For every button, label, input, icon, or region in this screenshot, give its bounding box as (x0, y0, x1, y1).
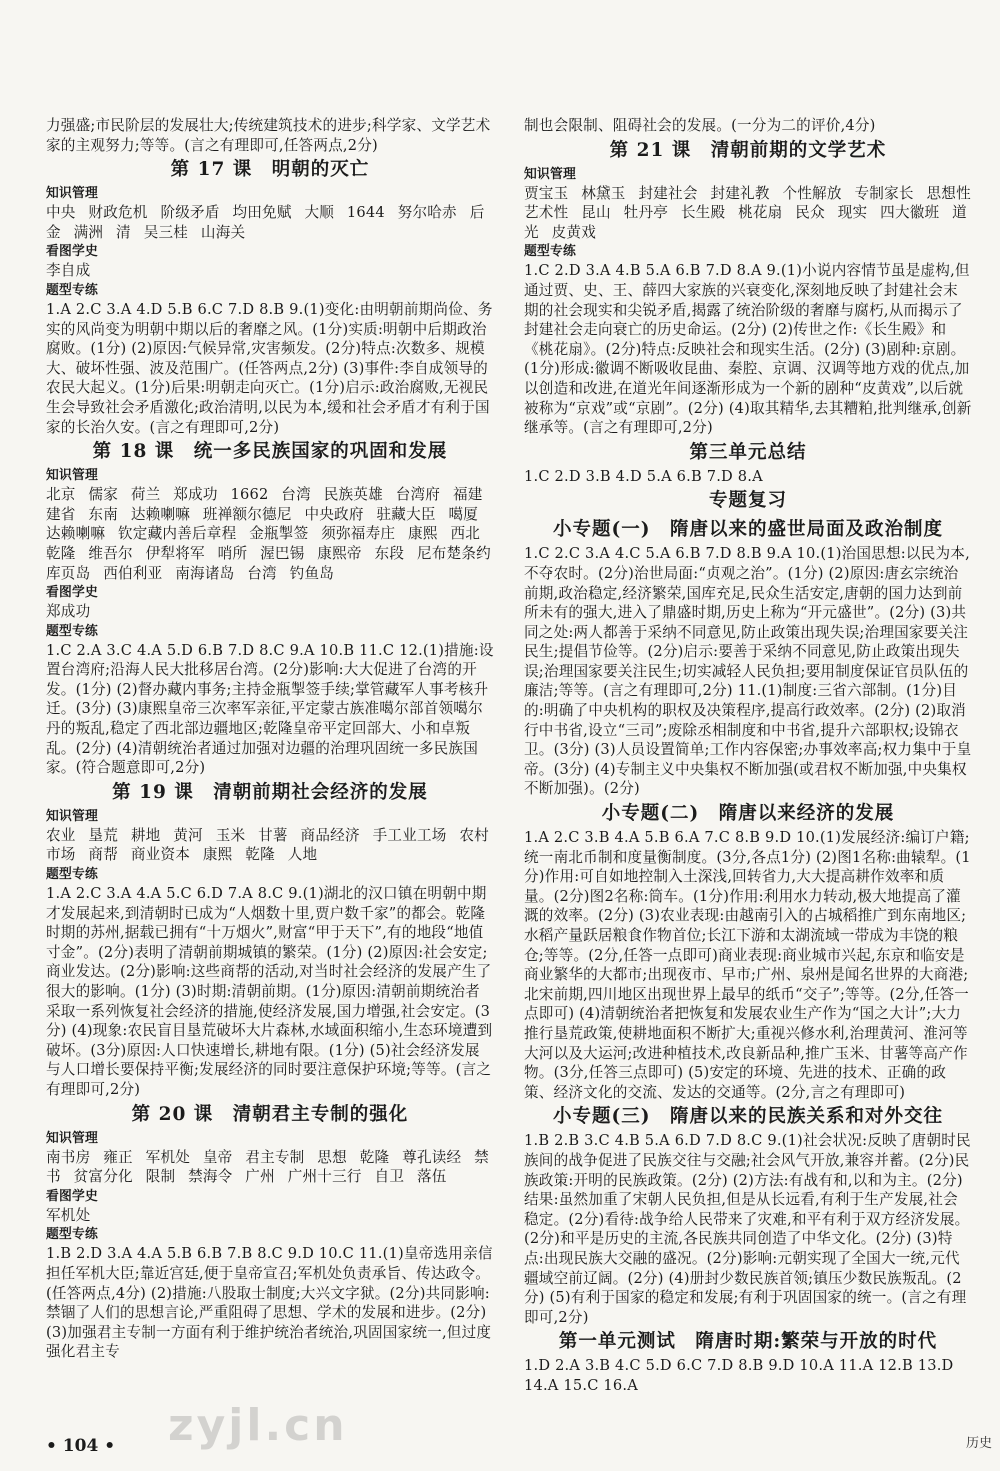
subsection-label: 题型专练 (46, 282, 98, 298)
answer-text: 郑成功 (46, 603, 91, 621)
section-title: 第 17 课 明朝的灭亡 (170, 159, 370, 181)
right-column (524, 116, 984, 1395)
subsection-label: 看图学史 (46, 1188, 98, 1204)
subsection-label: 看图学史 (46, 585, 98, 601)
section-title: 第 19 课 清朝前期社会经济的发展 (112, 781, 428, 803)
section-title: 专题复习 (708, 490, 787, 512)
subsection-label: 题型专练 (46, 1227, 98, 1243)
left-column (46, 116, 504, 1362)
subsection-label: 看图学史 (46, 244, 98, 260)
subsection-label: 题型专练 (524, 244, 576, 260)
section-title: 第一单元测试 隋唐时期:繁荣与开放的时代 (558, 1331, 938, 1353)
section-title: 第三单元总结 (689, 441, 807, 463)
term-list: 南书房 雍正 军机处 皇帝 君主专制 思想 乾隆 尊孔读经 禁书 贫富分化 限制 禁海令 广州 广州十三行 自卫 落伍 (46, 1148, 489, 1186)
answer-text: 军机处 (46, 1206, 91, 1224)
subsection-label: 题型专练 (46, 623, 98, 639)
term-list: 北京 儒家 荷兰 郑成功 1662 台湾 民族英雄 台湾府 福建 建省 东南 达赖喇嘛 班禅额尔德尼 中央政府 驻藏大臣 噶厦 达赖喇嘛 钦定藏内善后章程 金瓶掣签 须弥福寿庄 康熙 西北 乾隆 维吾尔 伊犁将军 哨所 渥巴锡 康熙帝 东段 尼布楚条约 库页岛 西伯利亚 南海诸岛 台湾 钓鱼岛 (46, 486, 504, 582)
subsection-label: 题型专练 (46, 867, 98, 883)
section-title: 小专题(二) 隋唐以来经济的发展 (601, 803, 895, 825)
answer-text: 力强盛;市民阶层的发展壮大;传统建筑技术的进步;科学家、文学艺术家的主观努力;等等。(言之有理即可,任答两点,2分) (46, 117, 491, 154)
answer-text: 1.D 2.A 3.B 4.C 5.D 6.C 7.D 8.B 9.D 10.A 11.A 12.B 13.D 14.A 15.C 16.A (524, 1357, 959, 1394)
answer-text: 1.A 2.C 3.A 4.D 5.B 6.C 7.D 8.B 9.(1)变化:由明朝前期尚俭、务实的风尚变为明朝中期以后的奢靡之风。(1分)实质:明朝中后期政治腐败。(1分) (2)原因:气候异常,灾害频发。(2分)特点:次数多、规模大、破坏性强、波及范围广。(任答两点,2分) (3)事件:李自成领导的农民大起义。(1分)后果:明朝走向灭亡。(1分)启示:政治腐败,无视民生会导致社会矛盾激化;政治清明,以民为本,缓和社会矛盾才有利于国家的长治久安。(言之有理即可,2分) (46, 300, 493, 436)
page-corner-label: 历史 (965, 1436, 992, 1451)
answer-text: 1.C 2.D 3.A 4.B 5.A 6.B 7.D 8.A 9.(1)小说内容情节虽是虚构,但通过贾、史、王、薛四大家族的兴衰变化,深刻地反映了封建社会末期的社会现实和尖锐矛盾,揭露了统治阶级的奢靡与腐朽,从而揭示了封建社会走向衰亡的历史命运。(2分) (2)传世之作:《长生殿》和《桃花扇》。(2分)特点:反映社会和现实生活。(2分) (3)剧种:京剧。(1分)形成:徽调不断吸收昆曲、秦腔、京调、汉调等地方戏的优点,加以创造和改进,在道光年间逐渐形成为一个新的剧种“皮黄戏”,以后就被称为“京戏”或“京剧”。(2分) (4)取其精华,去其糟粕,批判继承,创新继承等。(言之有理即可,2分) (524, 262, 972, 437)
section-title: 第 18 课 统一多民族国家的巩固和发展 (92, 441, 448, 463)
section-title: 第 21 课 清朝前期的文学艺术 (609, 139, 887, 161)
answer-text: 1.A 2.C 3.B 4.A 5.B 6.A 7.C 8.B 9.D 10.(1)发展经济:编订户籍;统一南北币制和度量衡制度。(3分,各点1分) (2)图1名称:曲辕犁。(1分)作用:可自如地控制入土深浅,回转省力,大大提高耕作效率和质量。(2分)图2名称:筒车。(1分)作用:利用水力转动,极大地提高了灌溉的效率。(2分) (3)农业表现:由越南引入的占城稻推广到东南地区;水稻产量跃居粮食作物首位;长江下游和太湖流域一带成为丰饶的粮仓;等等。(2分,任答一点即可)商业表现:商业城市兴起,东京和临安是商业繁华的大都市;出现夜市、早市;广州、泉州是闻名世界的大商港;北宋前期,四川地区出现世界上最早的纸币“交子”;等等。(2分,任答一点即可) (4)清朝统治者把恢复和发展农业生产作为“国之大计”;大力推行垦荒政策,使耕地面积不断扩大;重视兴修水利,治理黄河、淮河等大河以及大运河;改进种植技术,改良新品种,推广玉米、甘薯等高产作物。(3分,任答三点即可) (5)安定的环境、先进的技术、正确的政策、经济文化的交流、发达的交通等。(2分,言之有理即可) (524, 829, 971, 1101)
section-title: 第 20 课 清朝君主专制的强化 (131, 1103, 409, 1125)
answer-text: 制也会限制、阻碍社会的发展。(一分为二的评价,4分) (524, 117, 876, 134)
subsection-label: 知识管理 (524, 166, 576, 182)
answer-text: 1.C 2.A 3.C 4.A 5.D 6.B 7.D 8.C 9.A 10.B 11.C 12.(1)措施:设置台湾府;沿海人民大批移居台湾。(2分)影响:大大促进了台湾的开发。(1分) (2)督办藏内事务;主持金瓶掣签手续;掌管藏军人事考核升迁。(3分) (3)康熙皇帝三次率军亲征,平定蒙古族准噶尔部首领噶尔丹的叛乱,稳定了西北部边疆地区;乾隆皇帝平定回部大、小和卓叛乱。(2分) (4)清朝统治者通过加强对边疆的治理巩固统一多民族国家。(符合题意即可,2分) (46, 641, 494, 777)
term-list: 农业 垦荒 耕地 黄河 玉米 甘薯 商品经济 手工业工场 农村 市场 商帮 商业资本 康熙 乾隆 人地 (46, 826, 502, 864)
subsection-label: 知识管理 (46, 468, 98, 484)
watermark: zyjl.cn (168, 1400, 348, 1451)
section-title: 小专题(三) 隋唐以来的民族关系和对外交往 (552, 1106, 943, 1128)
term-list: 中央 财政危机 阶级矛盾 均田免赋 大顺 1644 努尔哈赤 后金 满洲 清 吴三桂 山海关 (46, 204, 485, 241)
subsection-label: 知识管理 (46, 808, 98, 824)
term-list: 贾宝玉 林黛玉 封建社会 封建礼教 个性解放 专制家长 思想性 艺术性 昆山 牡丹亭 长生殿 桃花扇 民众 现实 四大徽班 道光 皮黄戏 (524, 184, 984, 241)
page-number: • 104 • (46, 1436, 116, 1456)
section-title: 小专题(一) 隋唐以来的盛世局面及政治制度 (552, 519, 943, 541)
answer-text: 1.B 2.D 3.A 4.A 5.B 6.B 7.B 8.C 9.D 10.C 11.(1)皇帝选用亲信担任军机大臣;靠近宫廷,便于皇帝宣召;军机处负责承旨、传达政令。(任答两点,4分) (2)措施:八股取士制度;大兴文字狱。(2分)共同影响:禁锢了人们的思想言论,严重阻碍了思想、学术的发展和进步。(2分) (3)加强君主专制一方面有利于维护统治者统治,巩固国家统一,但过度强化君主专 (46, 1245, 493, 1361)
answer-text: 1.B 2.B 3.C 4.B 5.A 6.D 7.D 8.C 9.(1)社会状况:反映了唐朝时民族间的战争促进了民族交往与交融;社会风气开放,兼容并蓄。(2分)民族政策:开明的民族政策。(2分) (2)方法:有战有和,以和为主。(2分)结果:虽然加重了宋朝人民负担,但是从长远看,有利于生产发展,社会稳定。(2分)看待:战争给人民带来了灾难,和平有利于双方经济发展。(2分)和平是历史的主流,各民族共同创造了中华文化。(2分) (3)特点:出现民族大交融的盛况。(2分)影响:元朝实现了全国大一统,元代疆域空前辽阔。(2分) (4)册封少数民族首领;镇压少数民族叛乱。(2分) (5)有利于国家的稳定和发展;有利于巩固国家的统一。(言之有理即可,2分) (524, 1132, 971, 1326)
answer-text: 1.A 2.C 3.A 4.A 5.C 6.D 7.A 8.C 9.(1)湖北的汉口镇在明朝中期才发展起来,到清朝时已成为“人烟数十里,贾户数千家”的都会。乾隆时期的苏州,据载已拥有“十万烟火”,财富“甲于天下”,有的地段“地值寸金”。(2分)表明了清朝前期城镇的繁荣。(1分) (2)原因:社会安定;商业发达。(2分)影响:这些商帮的活动,对当时社会经济的发展产生了很大的影响。(1分) (3)时期:清朝前期。(1分)原因:清朝前期统治者采取一系列恢复社会经济的措施,使经济发展,国力增强,社会安定。(3分) (4)现象:农民盲目垦荒破坏大片森林,水域面积缩小,生态环境遭到破坏。(3分)原因:人口快速增长,耕地有限。(1分) (5)社会经济发展与人口增长要保持平衡;发展经济的同时要注意保护环境;等等。(言之有理即可,2分) (46, 885, 493, 1098)
subsection-label: 知识管理 (46, 1130, 98, 1146)
answer-text: 1.C 2.C 3.A 4.C 5.A 6.B 7.D 8.B 9.A 10.(1)治国思想:以民为本,不夺农时。(2分)治世局面:“贞观之治”。(1分) (2)原因:唐玄宗统治前期,政治稳定,经济繁荣,国库充足,民众生活安定,唐朝的国力达到前所未有的强大,进入了鼎盛时期,历史上称为“开元盛世”。(2分) (3)共同之处:两人都善于采纳不同意见,防止政策出现失误;治理国家要关注民生;提倡节俭等。(2分)启示:要善于采纳不同意见,防止政策出现失误;治理国家要关注民生;切实减轻人民负担;要用制度保证官员队伍的廉洁;等等。(言之有理即可,2分) 11.(1)制度:三省六部制。(1分)目的:明确了中央机构的职权及决策程序,提高行政效率。(2分) (2)取消行中书省,设立“三司”;废除丞相制度和中书省,提升六部职权;设锦衣卫。(3分) (3)人员设置简单;工作内容保密;办事效率高;权力集中于皇帝。(3分) (4)专制主义中央集权不断加强(或君权不断加强,中央集权不断加强)。(2分) (524, 545, 972, 798)
subsection-label: 知识管理 (46, 186, 98, 202)
answer-text: 李自成 (46, 262, 91, 280)
answer-text: 1.C 2.D 3.B 4.D 5.A 6.B 7.D 8.A (524, 467, 763, 485)
